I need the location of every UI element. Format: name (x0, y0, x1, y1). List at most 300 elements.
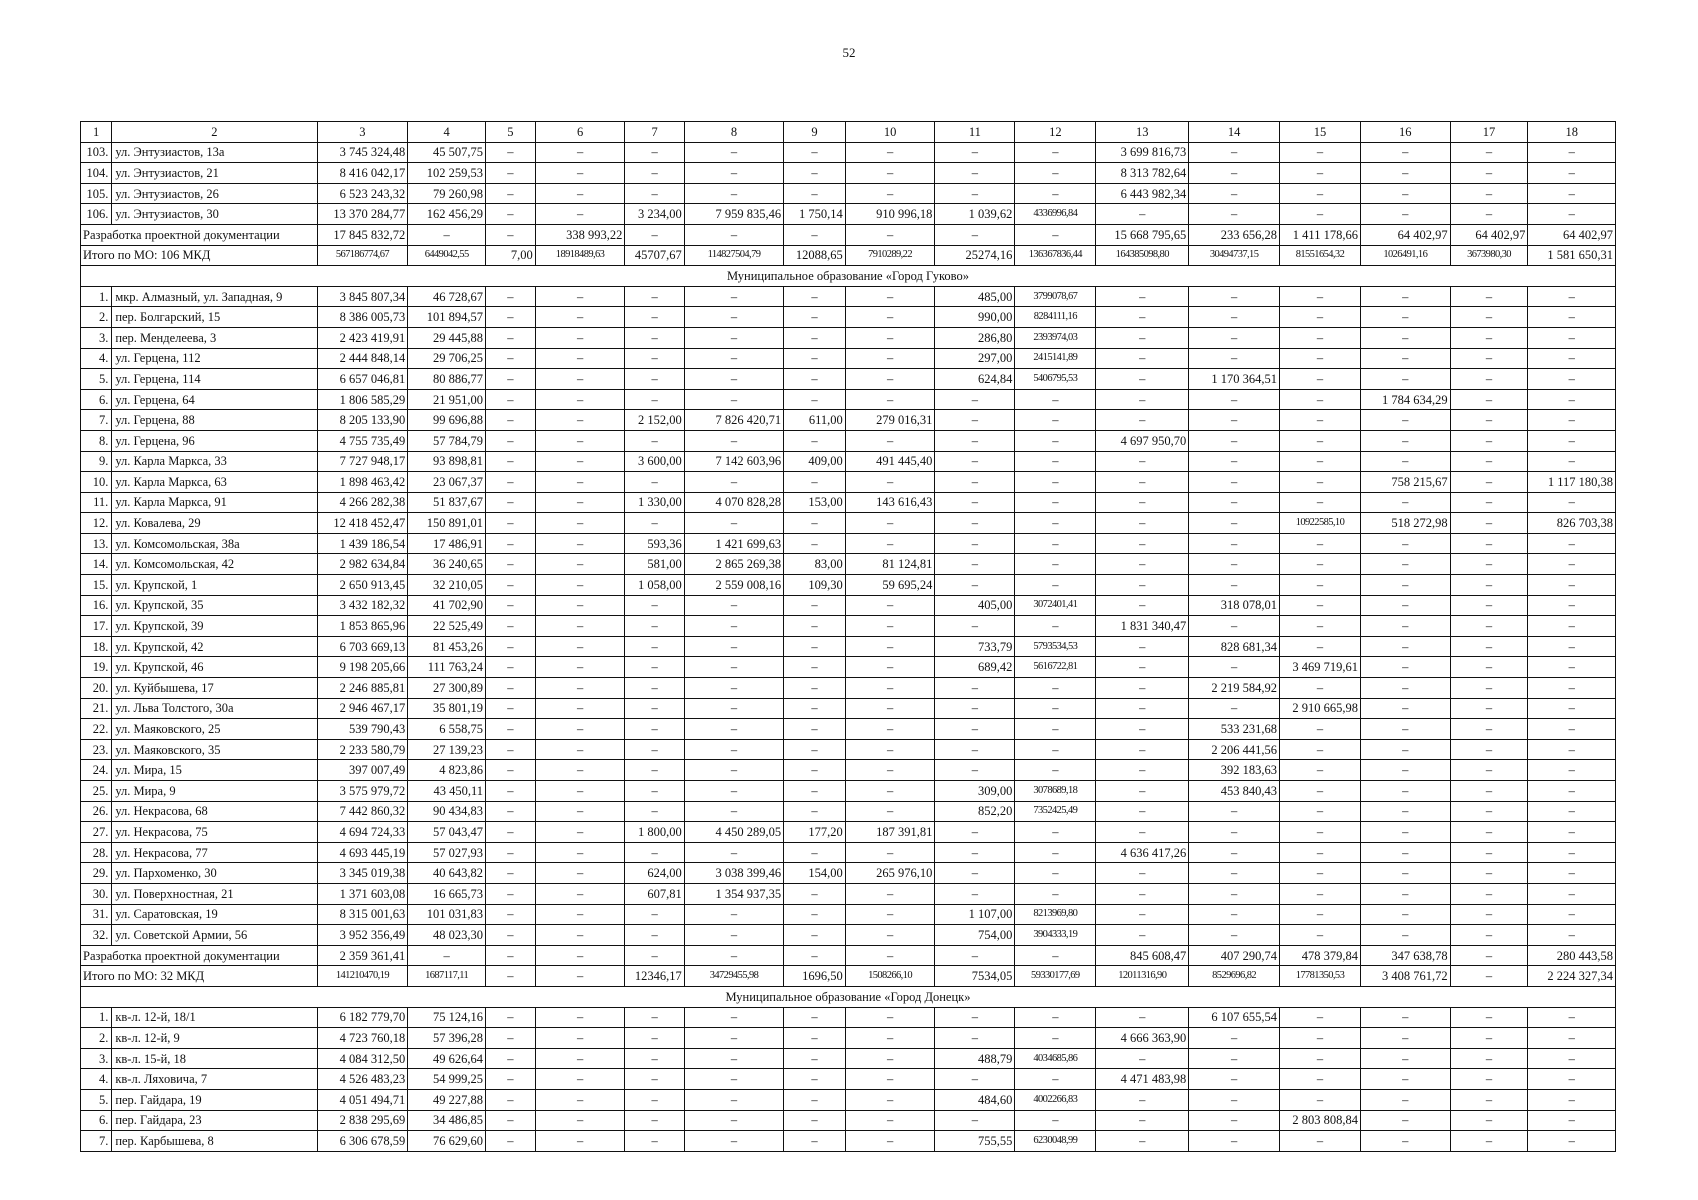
cell-value: – (784, 801, 846, 822)
cell-value: – (784, 719, 846, 740)
cell-value: – (535, 781, 625, 802)
cell-value: – (486, 904, 536, 925)
cell-value: – (535, 513, 625, 534)
cell-value: – (535, 595, 625, 616)
cell-value: – (535, 554, 625, 575)
cell-value: – (1015, 533, 1096, 554)
cell-value: 409,00 (784, 451, 846, 472)
table-row (81, 472, 1616, 493)
summary-value: – (784, 945, 846, 966)
cell-value: – (845, 636, 935, 657)
cell-value: – (1096, 636, 1189, 657)
cell-value: – (1450, 389, 1528, 410)
cell-value: – (1096, 801, 1189, 822)
cell-value: 7 142 603,96 (684, 451, 783, 472)
row-number: 18. (81, 636, 112, 657)
cell-value: – (1360, 1028, 1450, 1049)
address: ул. Энтузиастов, 21 (112, 163, 317, 184)
cell-value: – (1528, 327, 1616, 348)
summary-value: 1687117,11 (408, 966, 486, 987)
cell-value: 491 445,40 (845, 451, 935, 472)
row-number: 103. (81, 142, 112, 163)
cell-value: – (935, 389, 1015, 410)
cell-value: 3904333,19 (1015, 925, 1096, 946)
cell-value: – (1528, 822, 1616, 843)
cell-value: – (1189, 904, 1280, 925)
row-number: 31. (81, 904, 112, 925)
cell-value: – (625, 636, 684, 657)
cell-value: 828 681,34 (1189, 636, 1280, 657)
cell-value: – (935, 1069, 1015, 1090)
address: ул. Крупской, 42 (112, 636, 317, 657)
cell-value: – (535, 863, 625, 884)
address: ул. Льва Толстого, 30а (112, 698, 317, 719)
address: ул. Крупской, 1 (112, 575, 317, 596)
cell-value: 3 845 807,34 (317, 286, 408, 307)
cell-value: – (1096, 1089, 1189, 1110)
cell-value: – (625, 616, 684, 637)
row-number: 7. (81, 1131, 112, 1152)
cell-value: – (1096, 286, 1189, 307)
cell-value: – (1189, 451, 1280, 472)
cell-value: 2 982 634,84 (317, 554, 408, 575)
table-row (81, 883, 1616, 904)
cell-value: – (845, 616, 935, 637)
cell-value: – (1450, 883, 1528, 904)
cell-value: – (1096, 554, 1189, 575)
cell-value: – (486, 472, 536, 493)
cell-value: – (845, 369, 935, 390)
cell-value: – (784, 348, 846, 369)
row-number: 15. (81, 575, 112, 596)
cell-value: – (1279, 781, 1360, 802)
cell-value: – (784, 286, 846, 307)
summary-value: 12011316,90 (1096, 966, 1189, 987)
summary-value: 478 379,84 (1279, 945, 1360, 966)
cell-value: – (1450, 183, 1528, 204)
cell-value: 3072401,41 (1015, 595, 1096, 616)
cell-value: – (625, 348, 684, 369)
cell-value: – (684, 327, 783, 348)
cell-value: – (486, 1028, 536, 1049)
address: ул. Герцена, 96 (112, 430, 317, 451)
cell-value: 83,00 (784, 554, 846, 575)
cell-value: – (1528, 451, 1616, 472)
cell-value: 488,79 (935, 1048, 1015, 1069)
row-number: 25. (81, 781, 112, 802)
cell-value: – (1528, 1069, 1616, 1090)
cell-value: – (1189, 616, 1280, 637)
cell-value: 2 423 419,91 (317, 327, 408, 348)
summary-row (81, 224, 1616, 245)
column-number: 3 (317, 122, 408, 143)
cell-value: – (845, 760, 935, 781)
summary-value: – (535, 945, 625, 966)
cell-value: 3 469 719,61 (1279, 657, 1360, 678)
cell-value: 3 745 324,48 (317, 142, 408, 163)
cell-value: – (1450, 575, 1528, 596)
cell-value: 624,84 (935, 369, 1015, 390)
cell-value: – (486, 286, 536, 307)
address: ул. Некрасова, 68 (112, 801, 317, 822)
cell-value: 1 170 364,51 (1189, 369, 1280, 390)
cell-value: – (1279, 369, 1360, 390)
cell-value: – (1189, 163, 1280, 184)
cell-value: – (486, 781, 536, 802)
row-number: 6. (81, 389, 112, 410)
cell-value: – (1279, 451, 1360, 472)
summary-value: – (486, 966, 536, 987)
cell-value: – (1360, 1048, 1450, 1069)
cell-value: – (845, 1089, 935, 1110)
cell-value: 1 898 463,42 (317, 472, 408, 493)
cell-value: – (1189, 1131, 1280, 1152)
cell-value: 27 300,89 (408, 678, 486, 699)
summary-value: 2 359 361,41 (317, 945, 408, 966)
cell-value: – (1189, 1110, 1280, 1131)
cell-value: – (845, 904, 935, 925)
cell-value: – (1189, 430, 1280, 451)
cell-value: – (1528, 883, 1616, 904)
address: кв-л. Ляховича, 7 (112, 1069, 317, 1090)
cell-value: – (1360, 492, 1450, 513)
cell-value: 485,00 (935, 286, 1015, 307)
table-row (81, 1131, 1616, 1152)
cell-value: 23 067,37 (408, 472, 486, 493)
cell-value: – (625, 781, 684, 802)
cell-value: 2 206 441,56 (1189, 739, 1280, 760)
cell-value: – (1360, 1110, 1450, 1131)
cell-value: – (684, 1007, 783, 1028)
cell-value: 4 697 950,70 (1096, 430, 1189, 451)
cell-value: – (535, 904, 625, 925)
cell-value: – (486, 822, 536, 843)
row-number: 4. (81, 1069, 112, 1090)
cell-value: 76 629,60 (408, 1131, 486, 1152)
cell-value: – (1189, 1048, 1280, 1069)
section-title: Муниципальное образование «Город Гуково» (81, 266, 1616, 287)
cell-value: – (535, 575, 625, 596)
cell-value: 150 891,01 (408, 513, 486, 534)
cell-value: – (486, 533, 536, 554)
cell-value: 4 666 363,90 (1096, 1028, 1189, 1049)
address: ул. Энтузиастов, 30 (112, 204, 317, 225)
cell-value: – (486, 369, 536, 390)
cell-value: – (1528, 1007, 1616, 1028)
cell-value: – (1528, 575, 1616, 596)
cell-value: – (784, 636, 846, 657)
column-number: 16 (1360, 122, 1450, 143)
cell-value: – (1279, 554, 1360, 575)
cell-value: 9 198 205,66 (317, 657, 408, 678)
cell-value: 80 886,77 (408, 369, 486, 390)
cell-value: – (1279, 1048, 1360, 1069)
cell-value: – (1189, 883, 1280, 904)
summary-value: – (935, 224, 1015, 245)
cell-value: – (1189, 575, 1280, 596)
column-number: 6 (535, 122, 625, 143)
cell-value: – (1360, 1007, 1450, 1028)
cell-value: – (1096, 883, 1189, 904)
cell-value: – (535, 389, 625, 410)
cell-value: 6 558,75 (408, 719, 486, 740)
row-number: 22. (81, 719, 112, 740)
cell-value: – (1360, 636, 1450, 657)
summary-value: 1 581 650,31 (1528, 245, 1616, 266)
cell-value: – (1189, 410, 1280, 431)
cell-value: – (1015, 554, 1096, 575)
cell-value: – (535, 163, 625, 184)
cell-value: – (845, 595, 935, 616)
cell-value: – (1450, 719, 1528, 740)
cell-value: – (784, 760, 846, 781)
cell-value: 3 699 816,73 (1096, 142, 1189, 163)
cell-value: – (486, 698, 536, 719)
cell-value: – (486, 513, 536, 534)
address: мкр. Алмазный, ул. Западная, 9 (112, 286, 317, 307)
cell-value: 4 636 417,26 (1096, 842, 1189, 863)
cell-value: – (1450, 1069, 1528, 1090)
cell-value: 405,00 (935, 595, 1015, 616)
cell-value: – (1450, 142, 1528, 163)
summary-value: 25274,16 (935, 245, 1015, 266)
cell-value: – (935, 1110, 1015, 1131)
address: ул. Поверхностная, 21 (112, 883, 317, 904)
column-number: 9 (784, 122, 846, 143)
cell-value: – (486, 925, 536, 946)
cell-value: – (1279, 1131, 1360, 1152)
cell-value: – (935, 472, 1015, 493)
cell-value: – (486, 657, 536, 678)
cell-value: – (486, 842, 536, 863)
cell-value: – (845, 883, 935, 904)
cell-value: – (1096, 472, 1189, 493)
address: ул. Ковалева, 29 (112, 513, 317, 534)
cell-value: – (1528, 204, 1616, 225)
cell-value: 4 694 724,33 (317, 822, 408, 843)
cell-value: – (845, 1110, 935, 1131)
cell-value: – (935, 1028, 1015, 1049)
cell-value: – (1189, 1069, 1280, 1090)
cell-value: – (1015, 1069, 1096, 1090)
cell-value: – (1279, 1069, 1360, 1090)
cell-value: – (845, 801, 935, 822)
summary-value: 3673980,30 (1450, 245, 1528, 266)
cell-value: 75 124,16 (408, 1007, 486, 1028)
cell-value: – (845, 348, 935, 369)
cell-value: 8 315 001,63 (317, 904, 408, 925)
cell-value: – (535, 925, 625, 946)
summary-value: – (1015, 224, 1096, 245)
summary-value: – (1015, 945, 1096, 966)
cell-value: 51 837,67 (408, 492, 486, 513)
cell-value: – (535, 369, 625, 390)
cell-value: 1 421 699,63 (684, 533, 783, 554)
cell-value: – (1450, 492, 1528, 513)
cell-value: – (486, 636, 536, 657)
summary-label: Итого по МО: 32 МКД (81, 966, 318, 987)
cell-value: – (1015, 678, 1096, 699)
cell-value: – (625, 183, 684, 204)
cell-value: – (1360, 575, 1450, 596)
cell-value: – (935, 142, 1015, 163)
cell-value: – (935, 678, 1015, 699)
cell-value: – (535, 286, 625, 307)
row-number: 105. (81, 183, 112, 204)
cell-value: – (1096, 678, 1189, 699)
cell-value: – (486, 801, 536, 822)
cell-value: – (535, 204, 625, 225)
cell-value: – (935, 163, 1015, 184)
cell-value: 1 354 937,35 (684, 883, 783, 904)
cell-value: – (1360, 204, 1450, 225)
cell-value: – (1279, 163, 1360, 184)
cell-value: – (784, 533, 846, 554)
cell-value: – (1189, 1028, 1280, 1049)
cell-value: – (1015, 472, 1096, 493)
cell-value: – (845, 513, 935, 534)
table-row (81, 719, 1616, 740)
cell-value: – (1450, 616, 1528, 637)
cell-value: 1 831 340,47 (1096, 616, 1189, 637)
cell-value: – (535, 1089, 625, 1110)
cell-value: – (845, 307, 935, 328)
cell-value: – (486, 595, 536, 616)
cell-value: 3 038 399,46 (684, 863, 783, 884)
cell-value: – (1528, 904, 1616, 925)
table-row (81, 410, 1616, 431)
cell-value: – (1528, 1028, 1616, 1049)
column-number: 11 (935, 122, 1015, 143)
table-row (81, 554, 1616, 575)
cell-value: – (1279, 636, 1360, 657)
cell-value: – (1096, 204, 1189, 225)
cell-value: 2 246 885,81 (317, 678, 408, 699)
cell-value: – (1360, 410, 1450, 431)
row-number: 3. (81, 1048, 112, 1069)
cell-value: – (486, 1069, 536, 1090)
cell-value: 5616722,81 (1015, 657, 1096, 678)
cell-value: 2 946 467,17 (317, 698, 408, 719)
row-number: 7. (81, 410, 112, 431)
address: ул. Куйбышева, 17 (112, 678, 317, 699)
summary-value: – (535, 966, 625, 987)
cell-value: – (1279, 739, 1360, 760)
cell-value: – (625, 1069, 684, 1090)
cell-value: – (1015, 842, 1096, 863)
address: ул. Крупской, 35 (112, 595, 317, 616)
address: пер. Гайдара, 23 (112, 1110, 317, 1131)
cell-value: – (1528, 286, 1616, 307)
cell-value: – (1450, 554, 1528, 575)
cell-value: 3 432 182,32 (317, 595, 408, 616)
cell-value: – (535, 801, 625, 822)
cell-value: – (845, 472, 935, 493)
cell-value: – (1360, 286, 1450, 307)
cell-value: – (1450, 760, 1528, 781)
summary-value: – (935, 945, 1015, 966)
row-number: 28. (81, 842, 112, 863)
table-row (81, 183, 1616, 204)
cell-value: 1 750,14 (784, 204, 846, 225)
cell-value: – (1015, 1110, 1096, 1131)
cell-value: 3799078,67 (1015, 286, 1096, 307)
cell-value: 4 266 282,38 (317, 492, 408, 513)
cell-value: 4 723 760,18 (317, 1028, 408, 1049)
cell-value: 1 806 585,29 (317, 389, 408, 410)
summary-value: 64 402,97 (1528, 224, 1616, 245)
table-row (81, 842, 1616, 863)
cell-value: 990,00 (935, 307, 1015, 328)
column-number: 14 (1189, 122, 1280, 143)
table-row (81, 1028, 1616, 1049)
row-number: 19. (81, 657, 112, 678)
cell-value: 6 182 779,70 (317, 1007, 408, 1028)
cell-value: – (1279, 430, 1360, 451)
cell-value: – (1450, 595, 1528, 616)
cell-value: – (845, 698, 935, 719)
cell-value: – (1096, 657, 1189, 678)
cell-value: – (535, 1007, 625, 1028)
cell-value: 4 823,86 (408, 760, 486, 781)
row-number: 2. (81, 307, 112, 328)
cell-value: – (625, 142, 684, 163)
cell-value: – (1450, 801, 1528, 822)
cell-value: – (1189, 307, 1280, 328)
cell-value: – (1279, 533, 1360, 554)
cell-value: – (1189, 492, 1280, 513)
cell-value: – (486, 719, 536, 740)
cell-value: 153,00 (784, 492, 846, 513)
column-number: 13 (1096, 122, 1189, 143)
cell-value: – (486, 678, 536, 699)
cell-value: 48 023,30 (408, 925, 486, 946)
cell-value: – (684, 1069, 783, 1090)
cell-value: – (1450, 163, 1528, 184)
cell-value: 101 894,57 (408, 307, 486, 328)
cell-value: 5406795,53 (1015, 369, 1096, 390)
cell-value: – (535, 327, 625, 348)
row-number: 8. (81, 430, 112, 451)
cell-value: – (625, 163, 684, 184)
table-row (81, 142, 1616, 163)
budget-table (80, 121, 1616, 1152)
cell-value: 286,80 (935, 327, 1015, 348)
cell-value: – (1015, 883, 1096, 904)
cell-value: 34 486,85 (408, 1110, 486, 1131)
cell-value: – (1528, 163, 1616, 184)
summary-value: 407 290,74 (1189, 945, 1280, 966)
table-row (81, 657, 1616, 678)
cell-value: – (535, 1131, 625, 1152)
cell-value: – (486, 1089, 536, 1110)
cell-value: – (935, 842, 1015, 863)
cell-value: – (1528, 430, 1616, 451)
cell-value: – (1096, 904, 1189, 925)
cell-value: 2 219 584,92 (1189, 678, 1280, 699)
cell-value: – (1279, 286, 1360, 307)
table-row (81, 760, 1616, 781)
address: кв-л. 12-й, 18/1 (112, 1007, 317, 1028)
cell-value: – (1189, 533, 1280, 554)
cell-value: – (684, 781, 783, 802)
cell-value: – (1015, 410, 1096, 431)
cell-value: – (1528, 183, 1616, 204)
cell-value: – (684, 348, 783, 369)
cell-value: – (845, 1048, 935, 1069)
cell-value: – (625, 307, 684, 328)
cell-value: – (1015, 492, 1096, 513)
